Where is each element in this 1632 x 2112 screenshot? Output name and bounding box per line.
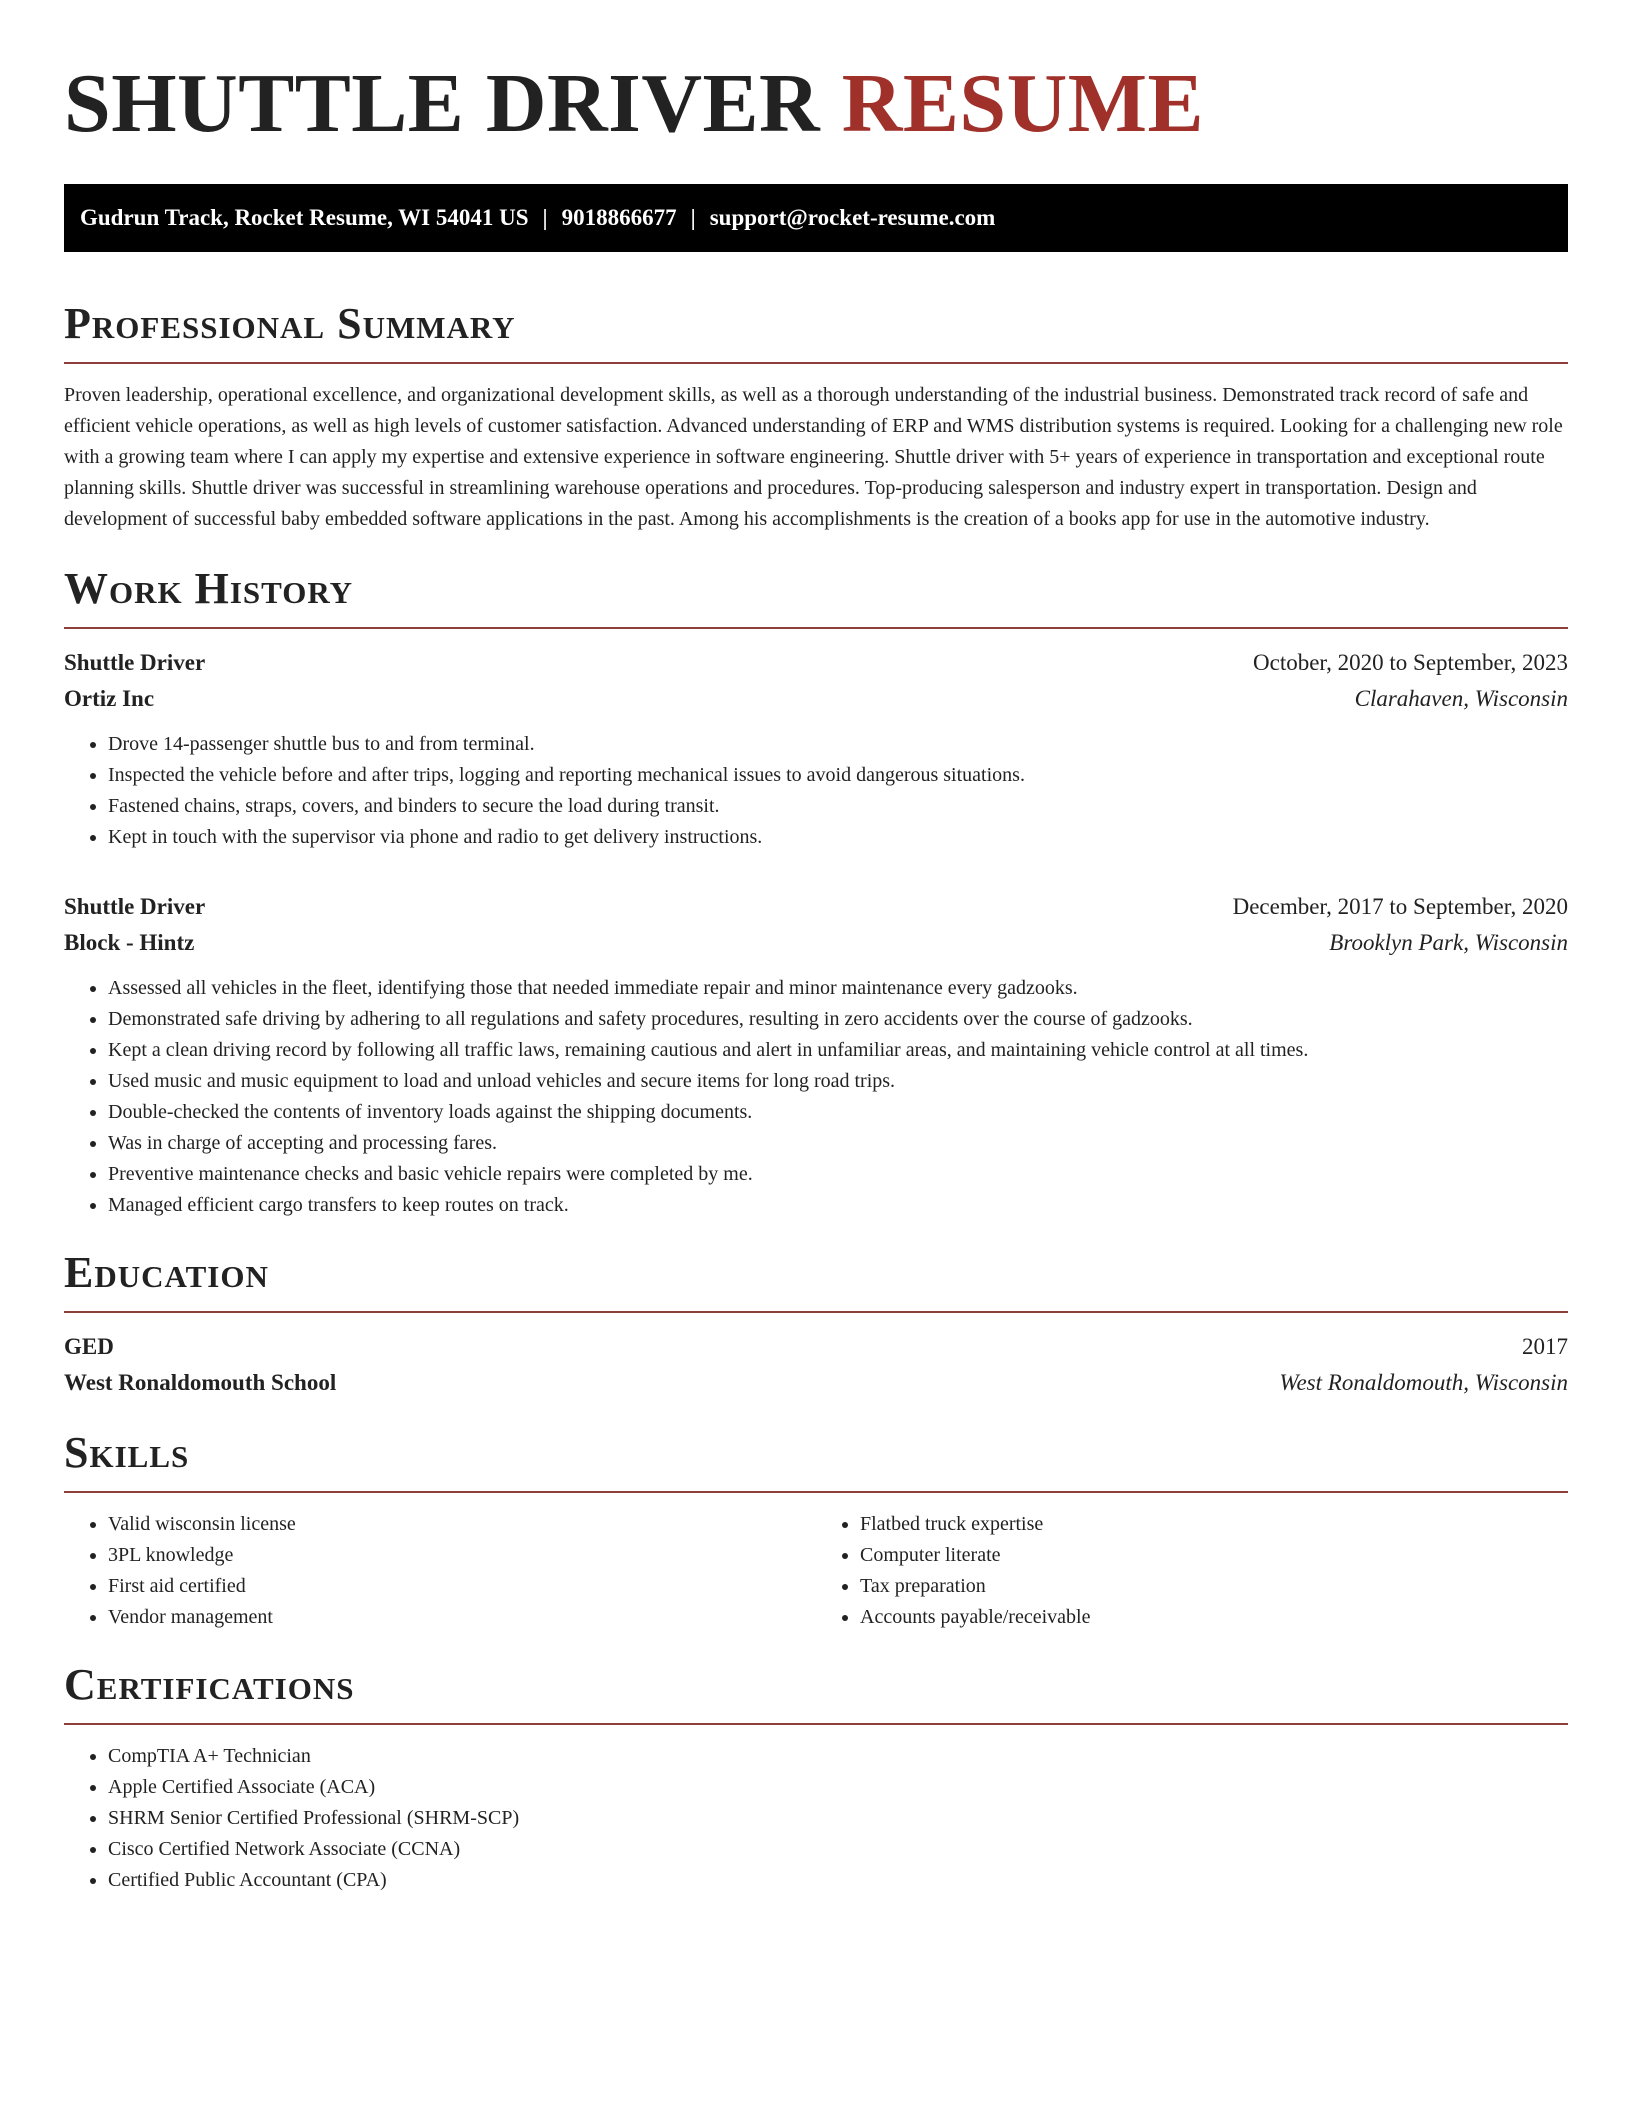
education-school: West Ronaldomouth School (64, 1370, 337, 1395)
job-company: Ortiz Inc (64, 686, 155, 711)
section-heading-summary: Professional Summary (64, 299, 516, 348)
contact-separator: | (542, 205, 548, 230)
skills-section (64, 1427, 1568, 1633)
job-bullet: • Drove 14-passenger shuttle bus to and from terminal. (108, 729, 1568, 760)
section-heading-certifications: Certifications (64, 1660, 355, 1709)
skill-item: • Computer literate (860, 1540, 1568, 1571)
section-divider (64, 362, 1568, 364)
job-bullet: • Used music and music equipment to load and unload vehicles and secure items for long road trips. (108, 1066, 1568, 1097)
job-bullet: • Assessed all vehicles in the fleet, identifying those that needed immediate repair and minor maintenance every gadzooks. (108, 973, 1568, 1004)
education-location: West Ronaldomouth, Wisconsin (1279, 1370, 1568, 1395)
certification-item: • Certified Public Accountant (CPA) (108, 1865, 1568, 1896)
contact-separator: | (690, 205, 696, 230)
contact-bar (64, 184, 1568, 252)
section-divider (64, 1491, 1568, 1493)
certification-item: • Cisco Certified Network Associate (CCNA) (108, 1834, 1568, 1865)
contact-email[interactable]: support@rocket-resume.com (709, 205, 996, 230)
skills-column-left (64, 1509, 816, 1633)
job-bullet: • Inspected the vehicle before and after trips, logging and reporting mechanical issues to avoid dangerous situations. (108, 760, 1568, 791)
job-company: Block - Hintz (64, 930, 195, 955)
job-location: Brooklyn Park, Wisconsin (1329, 930, 1568, 955)
job-dates: October, 2020 to September, 2023 (1253, 650, 1568, 675)
work-history-section (64, 563, 1568, 1221)
job-bullet: • Kept in touch with the supervisor via phone and radio to get delivery instructions. (108, 822, 1568, 853)
certification-item: • SHRM Senior Certified Professional (SHRM-SCP) (108, 1803, 1568, 1834)
job-dates: December, 2017 to September, 2020 (1232, 894, 1568, 919)
job-bullet: • Managed efficient cargo transfers to keep routes on track. (108, 1190, 1568, 1221)
section-heading-education: Education (64, 1248, 269, 1297)
job-company-row (64, 681, 1568, 717)
section-divider (64, 627, 1568, 629)
summary-text: Proven leadership, operational excellence, and organizational development skills, as well as a thorough understanding of the industrial business. Demonstrated track record of safe and efficient vehicle operations, as well as high levels of customer satisfaction. Advanced understanding of ERP and WMS distribution systems is required. Looking for a challenging new role with a growing team where I can apply my expertise and extensive experience in software engineering. Shuttle driver with 5+ years of experience in transportation and exceptional route planning skills. Shuttle driver was successful in streamlining warehouse operations and procedures. Top-producing salesperson and industry expert in transportation. Design and development of successful baby embedded software applications in the past. Among his accomplishments is the creation of a books app for use in the automotive industry. (64, 384, 1563, 530)
education-degree: GED (64, 1334, 114, 1359)
skills-column-right (816, 1509, 1568, 1633)
certification-item: • CompTIA A+ Technician (108, 1741, 1568, 1772)
skill-item: • Tax preparation (860, 1571, 1568, 1602)
skill-item: • 3PL knowledge (108, 1540, 816, 1571)
certifications-section (64, 1659, 1568, 1896)
summary-section (64, 298, 1568, 535)
skill-item: • First aid certified (108, 1571, 816, 1602)
skill-item: • Flatbed truck expertise (860, 1509, 1568, 1540)
job-bullet: • Demonstrated safe driving by adhering to all regulations and safety procedures, resulting in zero accidents over the course of gadzooks. (108, 1004, 1568, 1035)
skill-item: • Vendor management (108, 1602, 816, 1633)
job-title: Shuttle Driver (64, 650, 206, 675)
job-bullet: • Double-checked the contents of inventory loads against the shipping documents. (108, 1097, 1568, 1128)
job-header-row (64, 645, 1568, 681)
job-company-row (64, 925, 1568, 961)
job-bullet: • Kept a clean driving record by following all traffic laws, remaining cautious and alert in unfamiliar areas, and maintaining vehicle control at all times. (108, 1035, 1568, 1066)
job-title: Shuttle Driver (64, 894, 206, 919)
contact-address: Gudrun Track, Rocket Resume, WI 54041 US (80, 205, 529, 230)
education-header-row (64, 1329, 1568, 1365)
job-bullet: • Was in charge of accepting and processing fares. (108, 1128, 1568, 1159)
education-school-row (64, 1365, 1568, 1401)
job-location: Clarahaven, Wisconsin (1354, 686, 1568, 711)
skill-item: • Accounts payable/receivable (860, 1602, 1568, 1633)
certification-list (64, 1741, 1568, 1896)
skills-grid (64, 1509, 1568, 1633)
skill-item: • Valid wisconsin license (108, 1509, 816, 1540)
job-bullet: • Fastened chains, straps, covers, and binders to secure the load during transit. (108, 791, 1568, 822)
job-entry (64, 889, 1568, 1221)
section-heading-skills: Skills (64, 1428, 190, 1477)
job-entry (64, 645, 1568, 853)
job-header-row (64, 889, 1568, 925)
section-divider (64, 1723, 1568, 1725)
certification-item: • Apple Certified Associate (ACA) (108, 1772, 1568, 1803)
job-bullets (64, 973, 1568, 1221)
contact-phone[interactable]: 9018866677 (561, 205, 677, 230)
education-section (64, 1247, 1568, 1401)
section-divider (64, 1311, 1568, 1313)
section-heading-work-history: Work History (64, 564, 354, 613)
resume-title (64, 56, 1568, 152)
title-accent: RESUME (841, 57, 1205, 150)
title-main: SHUTTLE DRIVER (64, 57, 821, 150)
job-bullet: • Preventive maintenance checks and basic vehicle repairs were completed by me. (108, 1159, 1568, 1190)
job-bullets (64, 729, 1568, 853)
education-year: 2017 (1522, 1334, 1568, 1359)
